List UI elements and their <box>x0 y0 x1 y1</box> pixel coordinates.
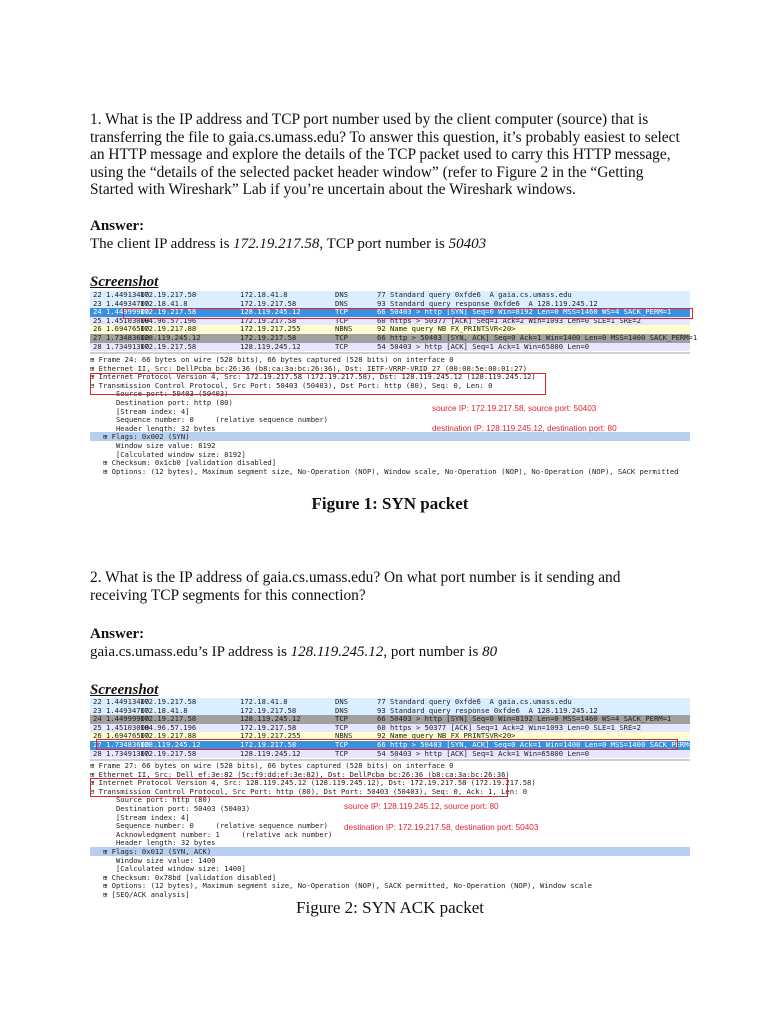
screenshot-1-label: Screenshot <box>90 274 159 290</box>
answer-1-text <box>90 236 486 253</box>
packet-src: 104.96.57.196 <box>140 722 197 732</box>
detail-line[interactable]: Destination port: 50403 (50403) <box>90 804 251 813</box>
detail-line[interactable]: Destination port: http (80) <box>90 398 233 407</box>
detail-line[interactable]: ⊞ Flags: 0x002 (SYN) <box>90 432 690 441</box>
packet-src: 172.19.217.58 <box>140 341 197 351</box>
detail-line[interactable]: ⊞ Internet Protocol Version 4, Src: 172.19.217.58 (172.19.217.58), Dst: 128.119.245.12 (128.119.245.12) <box>90 372 536 382</box>
packet-info: 93 Standard query response 0xfde6 A 128.119.245.12 <box>377 298 598 308</box>
detail-line[interactable]: Window size value: 8192 <box>90 441 216 450</box>
annotation-destination: destination IP: 172.19.217.58, destination port: 50403 <box>344 823 539 832</box>
packet-info: 77 Standard query 0xfde6 A gaia.cs.umass.edu <box>377 697 572 706</box>
question-2-text <box>90 569 690 604</box>
packet-proto: NBNS <box>335 324 353 334</box>
packet-proto: TCP <box>335 748 348 758</box>
question-1-text <box>90 111 690 199</box>
answer-2-ip: 128.119.245.12 <box>290 644 384 660</box>
packet-src: 104.96.57.196 <box>140 315 197 325</box>
screenshot-2-label: Screenshot <box>90 682 159 698</box>
packet-proto: TCP <box>335 341 348 351</box>
detail-line[interactable]: ⊟ Transmission Control Protocol, Src Port: 50403 (50403), Dst Port: http (80), Seq: 0, Len: 0 <box>90 380 493 390</box>
packet-dst: 128.119.245.12 <box>240 714 301 724</box>
figure-1-caption: Figure 1: SYN packet <box>311 494 469 513</box>
figure-2-caption: Figure 2: SYN ACK packet <box>296 898 484 917</box>
packet-dst: 172.19.217.58 <box>240 705 297 715</box>
packet-row[interactable] <box>90 750 690 759</box>
detail-line[interactable]: ⊞ Frame 27: 66 bytes on wire (528 bits), 66 bytes captured (528 bits) on interface 0 <box>90 761 454 770</box>
detail-line[interactable]: ⊞ Checksum: 0x78bd [validation disabled] <box>90 872 277 882</box>
packet-no: 27 1.73483600 <box>93 333 150 342</box>
packet-src: 172.18.41.8 <box>140 298 188 308</box>
question-1-line: using the “details of the selected packet header window” (refer to Figure 2 in the “Getting <box>90 163 644 181</box>
answer-2-label: Answer: <box>90 626 145 642</box>
packet-dst: 172.19.217.58 <box>240 722 297 732</box>
packet-no: 24 1.44999900 <box>93 307 150 317</box>
packet-no: 22 1.44913400 <box>93 290 150 299</box>
packet-no: 28 1.73491300 <box>93 748 150 758</box>
packet-info: 66 50403 > http [SYN] Seq=0 Win=8192 Len=0 MSS=1460 WS=4 SACK_PERM=1 <box>377 307 672 317</box>
answer-1-mid: , TCP port number is <box>319 236 449 252</box>
question-2-line: receiving TCP segments for this connection? <box>90 586 366 604</box>
detail-line[interactable]: Source port: 50403 (50403) <box>90 389 229 399</box>
packet-no: 24 1.44999900 <box>93 714 150 724</box>
divider <box>90 352 690 354</box>
packet-info: 66 50403 > http [SYN] Seq=0 Win=8192 Len=0 MSS=1460 WS=4 SACK_PERM=1 <box>377 714 672 724</box>
packet-dst: 172.19.217.58 <box>240 315 297 325</box>
detail-line[interactable]: [Stream index: 4] <box>90 406 190 416</box>
highlight-box-ip-tcp <box>90 778 508 797</box>
detail-line[interactable]: ⊞ Options: (12 bytes), Maximum segment size, No-Operation (NOP), Window scale, No-Operation (NOP), No-Operation (NOP), SACK permitted <box>90 466 679 476</box>
packet-src: 172.19.217.58 <box>140 714 197 724</box>
detail-line[interactable]: ⊞ Ethernet II, Src: Dell_ef:3e:82 (5c:f9:dd:ef:3e:82), Dst: DellPcba_bc:26:36 (b8:ca:3a:bc:26:36) <box>90 769 510 779</box>
packet-no: 26 1.69476500 <box>93 324 150 334</box>
packet-src: 172.19.217.88 <box>140 324 197 334</box>
packet-info: 66 http > 50403 [SYN, ACK] Seq=0 Ack=1 Win=1400 Len=0 MSS=1400 SACK_PERM=1 WS=128 <box>377 740 728 749</box>
packet-dst: 128.119.245.12 <box>240 307 301 317</box>
packet-src: 128.119.245.12 <box>140 333 201 342</box>
packet-info: 54 50403 > http [ACK] Seq=1 Ack=1 Win=65800 Len=0 <box>377 341 590 351</box>
packet-info: 60 https > 50377 [ACK] Seq=1 Ack=2 Win=1093 Len=0 SLE=1 SRE=2 <box>377 315 641 325</box>
packet-src: 172.18.41.8 <box>140 705 188 715</box>
packet-proto: NBNS <box>335 731 353 741</box>
packet-dst: 128.119.245.12 <box>240 341 301 351</box>
detail-line[interactable]: ⊞ Flags: 0x012 (SYN, ACK) <box>90 847 690 856</box>
highlight-box-ip-tcp <box>90 373 546 395</box>
packet-proto: DNS <box>335 298 348 308</box>
packet-row[interactable] <box>90 343 690 352</box>
annotation-destination: destination IP: 128.119.245.12, destination port: 80 <box>432 424 617 433</box>
packet-info: 77 Standard query 0xfde6 A gaia.cs.umass.edu <box>377 290 572 299</box>
packet-no: 23 1.44934700 <box>93 298 150 308</box>
packet-proto: TCP <box>335 740 348 749</box>
detail-line[interactable]: Sequence number: 0 (relative sequence number) <box>90 821 328 831</box>
answer-1-label: Answer: <box>90 218 145 234</box>
packet-info: 60 https > 50377 [ACK] Seq=1 Ack=2 Win=1093 Len=0 SLE=1 SRE=2 <box>377 722 641 732</box>
packet-dst: 172.19.217.255 <box>240 324 301 334</box>
detail-line[interactable]: ⊞ Frame 24: 66 bytes on wire (528 bits), 66 bytes captured (528 bits) on interface 0 <box>90 355 454 364</box>
detail-line[interactable]: Acknowledgment number: 1 (relative ack number) <box>90 829 333 839</box>
packet-list-1 <box>90 290 698 352</box>
detail-line[interactable]: Source port: http (80) <box>90 795 212 805</box>
annotation-source: source IP: 128.119.245.12, source port: 80 <box>344 802 499 811</box>
packet-no: 23 1.44934700 <box>93 705 150 715</box>
packet-dst: 172.18.41.8 <box>240 697 288 706</box>
detail-line[interactable]: ⊞ [SEQ/ACK analysis] <box>90 890 190 899</box>
annotation-source: source IP: 172.19.217.58, source port: 50403 <box>432 404 597 413</box>
wireshark-screenshot-2 <box>90 697 728 899</box>
packet-dst: 172.19.217.255 <box>240 731 301 741</box>
packet-src: 172.19.217.58 <box>140 290 197 299</box>
packet-info: 92 Name query NB FX_PRINTSVR<20> <box>377 324 516 334</box>
answer-1-ip: 172.19.217.58 <box>233 236 320 252</box>
packet-dst: 172.19.217.58 <box>240 333 297 342</box>
question-1-line: Started with Wireshark” Lab if you’re uncertain about the Wireshark windows. <box>90 181 576 199</box>
answer-2-mid: , port number is <box>383 644 483 660</box>
packet-info: 66 http > 50403 [SYN, ACK] Seq=0 Ack=1 Win=1400 Len=0 MSS=1400 SACK_PERM=1 <box>377 333 698 342</box>
packet-proto: TCP <box>335 333 348 342</box>
answer-1-port: 50403 <box>448 236 487 252</box>
question-1-line: transferring the file to gaia.cs.umass.edu? To answer this question, it’s probably easiest to select <box>90 128 680 146</box>
packet-dst: 172.19.217.58 <box>240 298 297 308</box>
packet-dst: 172.19.217.58 <box>240 740 297 749</box>
answer-2-prefix: gaia.cs.umass.edu’s IP address is <box>90 644 291 660</box>
packet-no: 25 1.45103000 <box>93 315 150 325</box>
question-1-line: 1. What is the IP address and TCP port number used by the client computer (source) that is <box>90 111 649 128</box>
packet-dst: 128.119.245.12 <box>240 748 301 758</box>
packet-src: 172.19.217.58 <box>140 748 197 758</box>
detail-line[interactable]: Header length: 32 bytes <box>90 838 216 848</box>
detail-line[interactable]: Header length: 32 bytes <box>90 423 216 433</box>
packet-proto: TCP <box>335 714 348 724</box>
packet-proto: DNS <box>335 705 348 715</box>
question-2-line: 2. What is the IP address of gaia.cs.umass.edu? On what port number is it sending and <box>90 569 621 586</box>
packet-proto: TCP <box>335 307 348 317</box>
detail-line[interactable]: Window size value: 1400 <box>90 855 216 865</box>
packet-no: 28 1.73491300 <box>93 341 150 351</box>
detail-line[interactable]: ⊞ Internet Protocol Version 4, Src: 128.119.245.12 (128.119.245.12), Dst: 172.19.217.58 (172.19.217.58) <box>90 778 536 788</box>
packet-src: 172.19.217.88 <box>140 731 197 741</box>
detail-line[interactable]: [Stream index: 4] <box>90 812 190 822</box>
packet-proto: DNS <box>335 697 348 706</box>
packet-src: 172.19.217.58 <box>140 307 197 317</box>
packet-proto: TCP <box>335 315 348 325</box>
packet-info: 92 Name query NB FX_PRINTSVR<20> <box>377 731 516 741</box>
highlight-box-packet <box>96 739 678 750</box>
packet-src: 128.119.245.12 <box>140 740 201 749</box>
answer-2-port: 80 <box>482 644 498 660</box>
packet-src: 172.19.217.58 <box>140 697 197 706</box>
packet-no: 22 1.44913400 <box>93 697 150 706</box>
detail-line[interactable]: ⊞ Options: (12 bytes), Maximum segment size, No-Operation (NOP), SACK permitted, No-Operation (NOP), Window scale <box>90 881 592 891</box>
detail-line[interactable]: ⊞ Ethernet II, Src: DellPcba_bc:26:36 (b8:ca:3a:bc:26:36), Dst: IETF-VRRP-VRID_27 (00:00:5e:00:01:27) <box>90 363 528 373</box>
highlight-box-packet <box>123 308 693 319</box>
detail-line[interactable]: Sequence number: 0 (relative sequence number) <box>90 415 328 425</box>
question-1-line: an HTTP message and explore the details of the TCP packet used to carry this HTTP message, <box>90 146 671 164</box>
detail-line[interactable]: ⊟ Transmission Control Protocol, Src Port: http (80), Dst Port: 50403 (50403), Seq: 0, Ack: 1, Len: 0 <box>90 786 528 796</box>
packet-proto: DNS <box>335 290 348 299</box>
detail-line[interactable]: [Calculated window size: 8192] <box>90 449 246 459</box>
packet-dst: 172.18.41.8 <box>240 290 288 299</box>
detail-line[interactable]: [Calculated window size: 1400] <box>90 864 246 874</box>
wireshark-screenshot-1 <box>90 290 698 481</box>
packet-proto: TCP <box>335 722 348 732</box>
packet-no: 27 1.73483600 <box>93 740 150 749</box>
packet-no: 25 1.45103000 <box>93 722 150 732</box>
packet-info: 54 50403 > http [ACK] Seq=1 Ack=1 Win=65800 Len=0 <box>377 748 590 758</box>
answer-1-prefix: The client IP address is <box>90 236 234 252</box>
packet-no: 26 1.69476500 <box>93 731 150 741</box>
detail-line[interactable]: ⊞ Checksum: 0x1cb0 [validation disabled] <box>90 458 277 468</box>
packet-info: 93 Standard query response 0xfde6 A 128.119.245.12 <box>377 705 598 715</box>
answer-2-text <box>90 644 497 661</box>
